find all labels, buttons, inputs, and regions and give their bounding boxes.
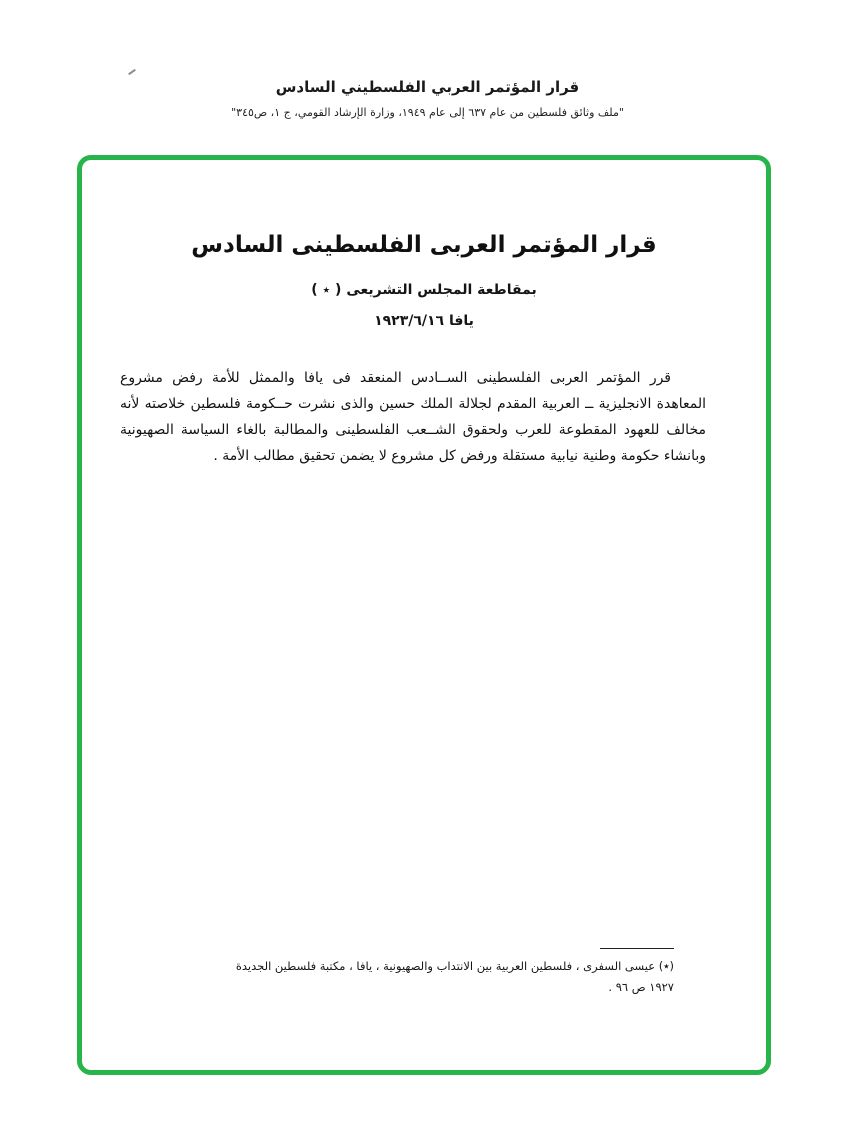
document-subtitle: بمقاطعة المجلس التشريعى ( ٭ ) xyxy=(311,282,537,298)
document-paragraph: قرر المؤتمر العربى الفلسطينى الســادس المنعقد فى يافا والممثل للأمة رفض مشروع المعاهدة الانجليزية ــ العربية المقدم لجلالة الملك حسين والذى نشرت حــكومة فلسطين خلاصته لأنه مخالف للعهود المقطوعة للعرب ولحقوق الشــعب الفلسطينى والمطالبة بالغاء السياسة الصهيونية وبانشاء حكومة وطنية نيابية مستقلة ورفض كل مشروع لا يضمن تحقيق مطالب الأمة . xyxy=(120,370,706,464)
header-title: قرار المؤتمر العربي الفلسطيني السادس xyxy=(275,78,580,96)
footnote-line-1: (٭) عيسى السفرى ، فلسطين العربية بين الانتداب والصهيونية ، يافا ، مكتبة فلسطين الجديدة xyxy=(235,959,674,973)
document-frame xyxy=(77,155,771,1075)
footnote-separator-rule xyxy=(600,948,674,949)
footnote-line-2: ١٩٢٧ ص ٩٦ . xyxy=(608,980,674,994)
document-body-area xyxy=(82,160,766,1070)
scan-artifact-mark xyxy=(128,69,136,75)
page-header xyxy=(0,78,855,119)
header-source-citation: "ملف وثائق فلسطين من عام ٦٣٧ إلى عام ١٩٤٩، وزارة الإرشاد القومي، ج ١، ص٣٤٥" xyxy=(231,106,624,119)
document-title: قرار المؤتمر العربى الفلسطينى السادس xyxy=(191,232,657,258)
footnote-block xyxy=(142,948,674,998)
document-date-line: يافا ١٩٢٣/٦/١٦ xyxy=(374,313,474,329)
